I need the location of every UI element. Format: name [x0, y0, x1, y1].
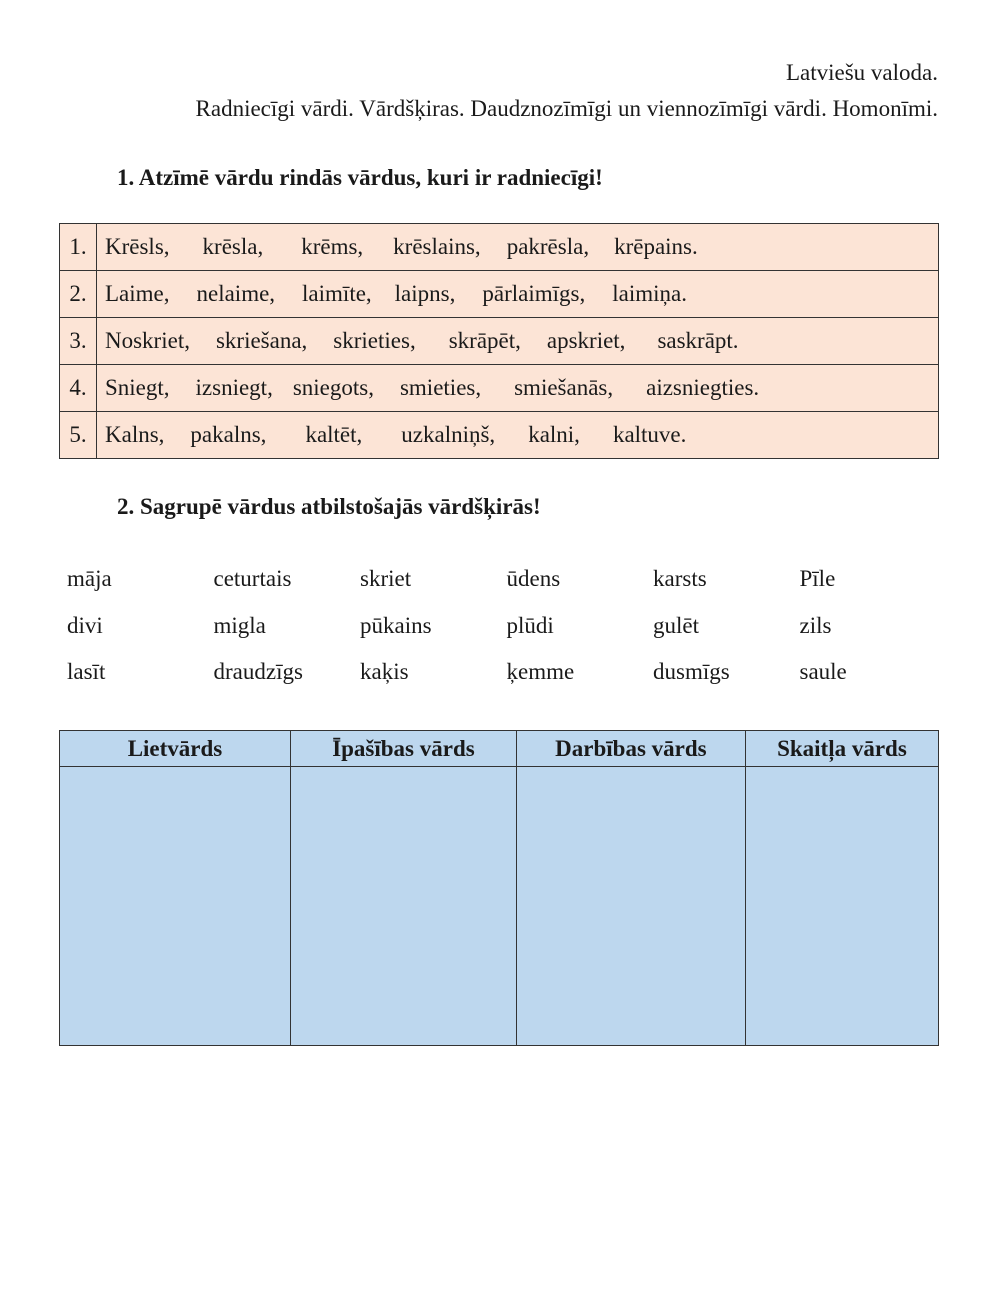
word-bank: [67, 566, 946, 706]
word-option[interactable]: kaltuve.: [612, 422, 687, 447]
word-option[interactable]: uzkalniņš,: [401, 422, 496, 447]
word-option[interactable]: izsniegt,: [195, 375, 273, 400]
word-option[interactable]: pakrēsla,: [506, 234, 590, 259]
word-option[interactable]: saskrāpt.: [657, 328, 739, 353]
word-option[interactable]: smiešanās,: [514, 375, 614, 400]
table-row: [60, 224, 939, 271]
word-item[interactable]: lasīt: [67, 659, 106, 684]
word-option[interactable]: smieties,: [399, 375, 482, 400]
column-header: Lietvārds: [60, 731, 291, 767]
word-item[interactable]: plūdi: [506, 612, 554, 638]
word-item[interactable]: migla: [213, 612, 266, 638]
word-option[interactable]: aizsniegties.: [646, 375, 760, 400]
task2-heading: 2. Sagrupē vārdus atbilstošajās vārdšķirās!: [117, 494, 541, 519]
word-option[interactable]: krēpains.: [614, 234, 698, 259]
word-option[interactable]: krēslains,: [393, 234, 481, 259]
drop-zone[interactable]: [745, 767, 938, 1046]
word-option[interactable]: Laime,: [105, 281, 170, 306]
page-topics: Radniecīgi vārdi. Vārdšķiras. Daudznozīmīgi un viennozīmīgi vārdi. Homonīmi.: [195, 96, 938, 121]
word-item[interactable]: pūkains: [360, 612, 432, 638]
word-item[interactable]: kaķis: [360, 659, 409, 684]
page-subject: Latviešu valoda.: [785, 60, 938, 85]
column-header: Darbības vārds: [516, 731, 745, 767]
word-item[interactable]: Pīle: [799, 566, 836, 591]
word-item[interactable]: ķemme: [506, 659, 575, 684]
row-number: 5.: [60, 412, 97, 459]
word-option[interactable]: skrieties,: [333, 328, 416, 353]
word-option[interactable]: pārlaimīgs,: [482, 281, 586, 306]
word-item[interactable]: dusmīgs: [653, 659, 730, 684]
word-item[interactable]: māja: [67, 566, 112, 591]
word-option[interactable]: apskriet,: [546, 328, 626, 353]
word-option[interactable]: skriešana,: [215, 328, 308, 353]
related-words-table: [59, 223, 939, 459]
task1-heading: 1. Atzīmē vārdu rindās vārdus, kuri ir radniecīgi!: [117, 165, 603, 190]
word-option[interactable]: krēsla,: [202, 234, 264, 259]
word-option[interactable]: kaltēt,: [305, 422, 363, 447]
word-row: [97, 271, 939, 318]
word-item[interactable]: zils: [799, 612, 832, 638]
word-option[interactable]: kalni,: [528, 422, 580, 447]
word-row: [97, 224, 939, 271]
word-option[interactable]: krēms,: [301, 234, 364, 259]
table-row: [60, 318, 939, 365]
word-item[interactable]: ūdens: [506, 566, 561, 591]
word-item[interactable]: saule: [799, 659, 847, 684]
word-item[interactable]: draudzīgs: [213, 659, 303, 684]
table-row: [60, 271, 939, 318]
word-option[interactable]: Sniegt,: [105, 375, 170, 400]
row-number: 2.: [60, 271, 97, 318]
word-option[interactable]: Kalns,: [105, 422, 165, 447]
word-row: [97, 412, 939, 459]
word-item[interactable]: ceturtais: [213, 566, 292, 591]
word-class-table: [59, 730, 939, 1046]
table-row: [60, 365, 939, 412]
word-option[interactable]: Krēsls,: [105, 234, 170, 259]
drop-zone[interactable]: [290, 767, 516, 1046]
row-number: 1.: [60, 224, 97, 271]
word-row: [97, 318, 939, 365]
word-row: [97, 365, 939, 412]
row-number: 3.: [60, 318, 97, 365]
word-option[interactable]: laipns,: [394, 281, 456, 306]
table-row: [60, 412, 939, 459]
word-option[interactable]: pakalns,: [190, 422, 267, 447]
drop-zone[interactable]: [60, 767, 291, 1046]
word-item[interactable]: karsts: [653, 566, 707, 591]
drop-zone[interactable]: [516, 767, 745, 1046]
word-option[interactable]: laimiņa.: [612, 281, 687, 306]
word-option[interactable]: skrāpēt,: [448, 328, 521, 353]
word-option[interactable]: Noskriet,: [105, 328, 190, 353]
row-number: 4.: [60, 365, 97, 412]
word-item[interactable]: skriet: [360, 566, 412, 591]
word-option[interactable]: nelaime,: [196, 281, 276, 306]
word-item[interactable]: gulēt: [653, 612, 699, 638]
column-header: Īpašības vārds: [290, 731, 516, 767]
column-header: Skaitļa vārds: [745, 731, 938, 767]
word-option[interactable]: laimīte,: [302, 281, 372, 306]
word-option[interactable]: sniegots,: [292, 375, 374, 400]
word-item[interactable]: divi: [67, 612, 103, 638]
